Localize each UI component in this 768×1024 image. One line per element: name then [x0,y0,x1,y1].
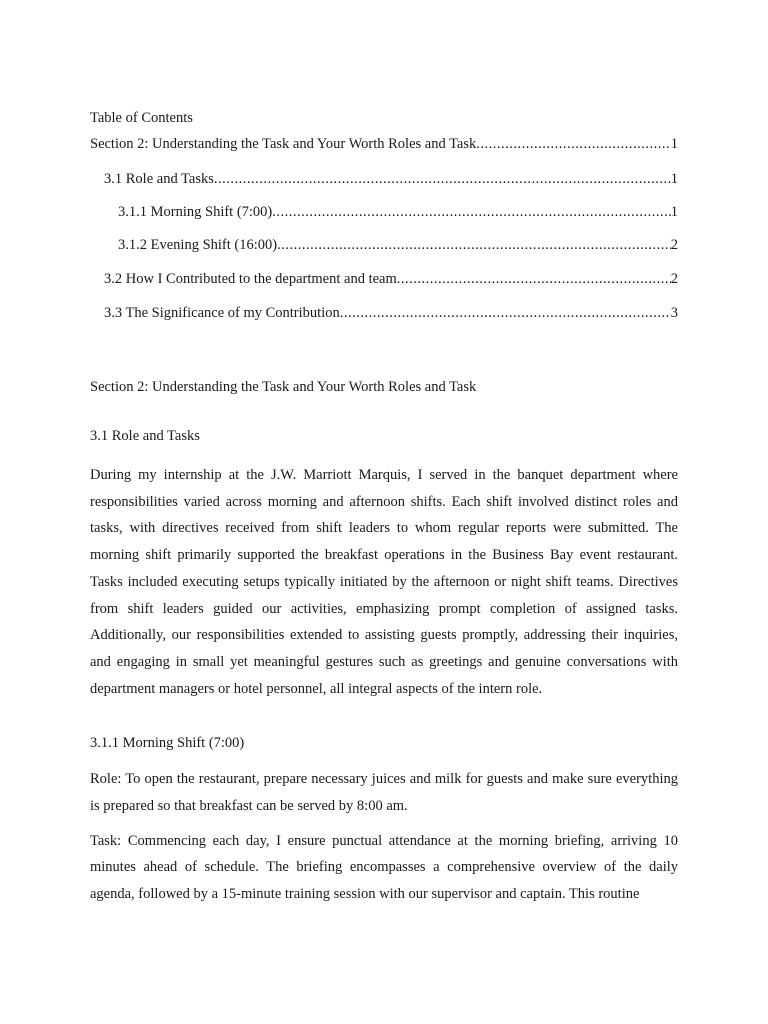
toc-page-number: 3 [670,305,678,321]
toc-leader-dots [272,202,670,222]
toc-title: Table of Contents [90,110,193,126]
role-paragraph: Role: To open the restaurant, prepare necessary juices and milk for guests and make sure everything is prepared so that breakfast can be served by 8:00 am. [90,771,678,815]
toc-entry-3-3[interactable] [90,303,678,323]
document-page [90,108,678,908]
toc-entry-3-1-1[interactable] [90,202,678,222]
toc-page-number: 1 [670,171,678,187]
morning-shift-heading: 3.1.1 Morning Shift (7:00) [90,735,245,752]
toc-page-number: 1 [670,204,678,220]
toc-entry-text: 3.2 How I Contributed to the department and team [104,271,397,287]
toc-entry-text: Section 2: Understanding the Task and Your Worth Roles and Task [90,136,477,152]
toc-page-number: 1 [670,136,678,152]
intro-paragraph: During my internship at the J.W. Marriott Marquis, I served in the banquet department where responsibilities varied across morning and afternoon shifts. Each shift involved distinct roles and tasks, with directives received from shift leaders to whom regular reports were submitted. The morning shift primarily supported the breakfast operations in the Business Bay event restaurant. Tasks included executing setups typically initiated by the afternoon or night shift teams. Directives from shift leaders guided our activities, emphasizing prompt completion of assigned tasks. Additionally, our responsibilities extended to assisting guests promptly, addressing their inquiries, and engaging in small yet meaningful gestures such as greetings and genuine conversations with department managers or hotel personnel, all integral aspects of the intern role. [90,467,678,697]
toc-leader-dots [476,134,670,154]
toc-leader-dots [277,235,671,255]
toc-entry-text: 3.1.1 Morning Shift (7:00) [118,204,273,220]
toc-entry-text: 3.1 Role and Tasks [104,171,214,187]
toc-entry-text: 3.3 The Significance of my Contribution [104,305,340,321]
toc-leader-dots [340,303,671,323]
toc-entry-3-1[interactable] [90,169,678,189]
toc-entry-section-2[interactable] [90,134,678,154]
toc-entry-text: 3.1.2 Evening Shift (16:00) [118,237,278,253]
toc-page-number: 2 [670,271,678,287]
toc-entry-3-1-2[interactable] [90,235,678,255]
toc-leader-dots [214,169,671,189]
toc-entry-3-2[interactable] [90,269,678,289]
toc-leader-dots [397,269,671,289]
toc-page-number: 2 [670,237,678,253]
section-heading: Section 2: Understanding the Task and Your Worth Roles and Task [90,379,477,395]
task-paragraph: Task: Commencing each day, I ensure punctual attendance at the morning briefing, arriving 10 minutes ahead of schedule. The briefing encompasses a comprehensive overview of the daily agenda, followed by a 15-minute training session with our supervisor and captain. This routine [90,832,678,903]
subsection-heading: 3.1 Role and Tasks [90,428,200,444]
